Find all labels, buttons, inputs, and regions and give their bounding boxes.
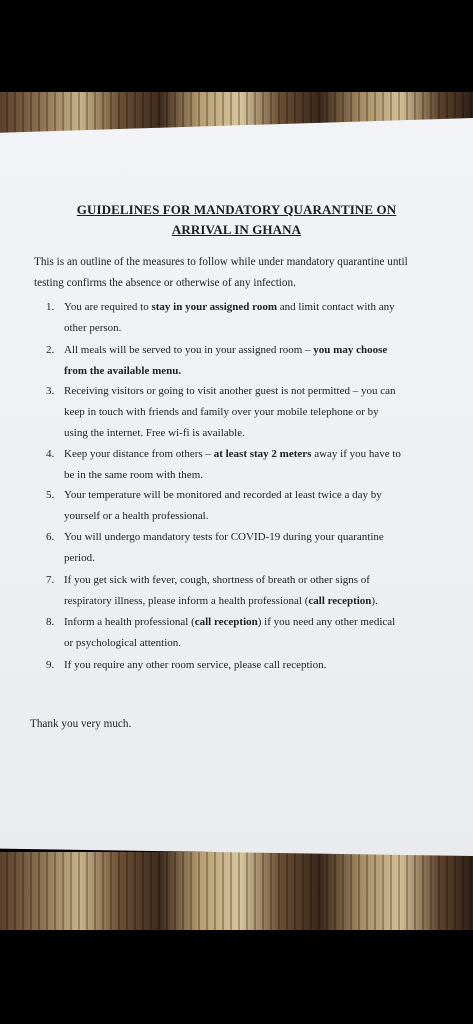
item-text-span: away if you have to <box>311 448 401 460</box>
fabric-background-bottom <box>0 852 473 930</box>
item-number: 4. <box>46 448 55 460</box>
item-text-span: Inform a health professional ( <box>64 616 195 628</box>
item-number: 1. <box>46 301 55 313</box>
document-title-line-1: GUIDELINES FOR MANDATORY QUARANTINE ON <box>76 202 397 217</box>
item-text-line: be in the same room with them. <box>64 469 203 481</box>
item-text-span: You are required to <box>64 301 152 313</box>
item-text-line: keep in touch with friends and family over your mobile telephone or by <box>64 406 379 418</box>
item-text <box>64 444 444 486</box>
item-text <box>64 655 444 676</box>
item-text-line: or psychological attention. <box>64 637 181 649</box>
intro-paragraph <box>34 252 434 294</box>
item-text-line: yourself or a health professional. <box>64 510 209 522</box>
item-number: 8. <box>46 616 55 628</box>
item-text-bold: call reception <box>308 595 372 607</box>
item-text-span: and limit contact with any <box>277 301 395 313</box>
item-number: 6. <box>46 531 55 543</box>
item-text <box>64 570 444 612</box>
item-text-line: other person. <box>64 322 122 334</box>
item-text <box>64 485 444 527</box>
item-text-line: If you get sick with fever, cough, shortness of breath or other signs of <box>64 574 370 586</box>
item-text <box>64 340 444 382</box>
item-text-span: ) if you need any other medical <box>257 616 396 628</box>
item-text-line: Your temperature will be monitored and recorded at least twice a day by <box>64 489 382 501</box>
item-text-line: You will undergo mandatory tests for COVID-19 during your quarantine <box>64 531 384 543</box>
item-text <box>64 381 444 444</box>
item-text <box>64 612 444 654</box>
item-number: 3. <box>46 385 55 397</box>
item-number: 9. <box>46 659 55 671</box>
item-text-bold: you may choose <box>313 344 388 356</box>
item-text-line: If you require any other room service, please call reception. <box>64 659 327 671</box>
photo-border-top <box>0 0 473 92</box>
closing-text: Thank you very much. <box>30 718 132 730</box>
item-number: 5. <box>46 489 55 501</box>
item-text-bold: stay in your assigned room <box>151 301 277 313</box>
item-text-line: using the internet. Free wi-fi is available. <box>64 427 245 439</box>
item-text-span: All meals will be served to you in your assigned room – <box>64 344 314 356</box>
document-title-line-2: ARRIVAL IN GHANA <box>171 222 302 237</box>
intro-line-1: This is an outline of the measures to follow while under mandatory quarantine until <box>34 256 408 268</box>
item-text-line: period. <box>64 552 95 564</box>
item-text <box>64 527 444 569</box>
item-number: 7. <box>46 574 55 586</box>
item-text-line: Receiving visitors or going to visit another guest is not permitted – you can <box>64 385 396 397</box>
item-text-span: ). <box>371 595 378 607</box>
item-text <box>64 297 444 339</box>
photo-border-bottom <box>0 930 473 1024</box>
intro-line-2: testing confirms the absence or otherwise of any infection. <box>34 277 296 289</box>
item-text-bold: call reception <box>194 616 258 628</box>
item-text-span: respiratory illness, please inform a health professional ( <box>64 595 309 607</box>
item-text-bold: at least stay 2 meters <box>213 448 312 460</box>
item-number: 2. <box>46 344 55 356</box>
item-text-bold: from the available menu. <box>64 365 182 377</box>
item-text-span: Keep your distance from others – <box>64 448 214 460</box>
